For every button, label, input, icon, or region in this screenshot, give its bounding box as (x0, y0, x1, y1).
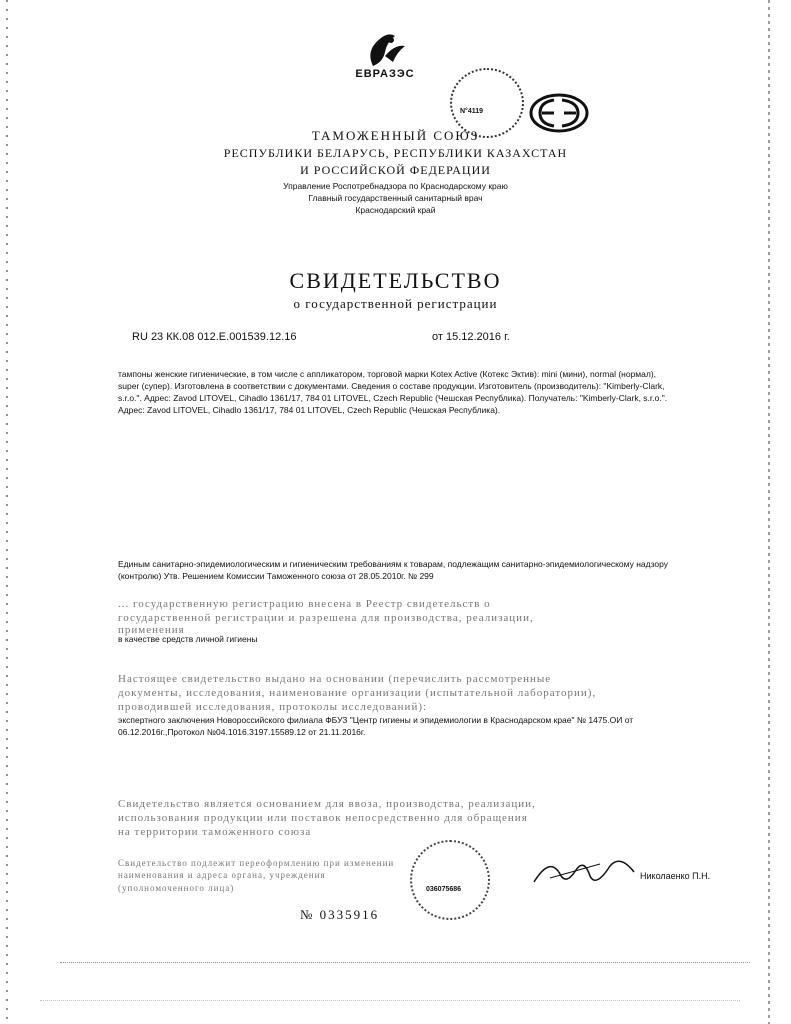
stamp-bottom-number: 036075686 (426, 886, 462, 893)
signature-icon (530, 852, 640, 892)
header-line-russia: И РОССИЙСКОЙ ФЕДЕРАЦИИ (300, 163, 491, 177)
scan-line-bottom (60, 962, 750, 964)
eurasec-emblem-icon (345, 28, 425, 70)
document-subtitle: о государственной регистрации (293, 296, 498, 311)
product-description: тампоны женские гигиенические, в том числе с аппликатором, торговой марки Kotex Active (Котекс Эктив): mini (мини), normal (нормал), super (супер). Изготовлена в соответствии с документами. Сведения о составе продукции. Изготовитель (производитель): "Kimberly-Clark, s.r.o.". Адрес: Zavod LITOVEL, Cihadlo 1361/17, 784 01 LITOVEL, Czech Republic (Чешская Республика). Получатель: "Kimberly-Clark, s.r.o.". Адрес: Zavod LITOVEL, Cihadlo 1361/17, 784 01 LITOVEL, Czech Republic (Чешская Республика). (118, 369, 668, 415)
faded-line-8: использования продукции или поставок непосредственно для обращения (118, 812, 528, 824)
logo-label: ЕВРАЗЭС (355, 68, 415, 80)
header-line-region: Краснодарский край (355, 205, 436, 215)
stamp-bottom (410, 840, 490, 920)
faded-line-12: (уполномоченного лица) (118, 883, 235, 893)
header-line-republics: РЕСПУБЛИКИ БЕЛАРУСЬ, РЕСПУБЛИКИ КАЗАХСТАН (223, 146, 568, 160)
eurasec-logo (345, 28, 425, 83)
signer-name: Николаенко П.Н. (640, 871, 711, 881)
faded-line-3: применения (118, 624, 185, 636)
faded-line-2: государственной регистрации и разрешена для производства, реализации, (118, 612, 534, 624)
requirements-text: Единым санитарно-эпидемиологическим и гигиеническим требованиям к товарам, подлежащим санитарно-эпидемиологическому надзору (контролю) Утв. Решением Комиссии Таможенного союза от 28.05.2010г. № 299 (118, 559, 669, 581)
faded-line-4: Настоящее свидетельство выдано на основании (перечислить рассмотренные (118, 673, 552, 685)
usage-text: в качестве средств личной гигиены (118, 634, 258, 644)
stamp-top-number: N°4119 (460, 108, 484, 115)
serial-number: № 0335916 (300, 907, 380, 922)
faded-line-6: проводившей исследования, протоколы исследований): (118, 701, 428, 713)
faded-line-1: ... государственную регистрацию внесена в Реестр свидетельств о (118, 598, 491, 610)
faded-line-7: Свидетельство является основанием для ввоза, производства, реализации, (118, 798, 536, 810)
header-line-doctor: Главный государственный санитарный врач (308, 193, 483, 203)
faded-line-10: Свидетельство подлежит переоформлению при изменении (118, 858, 395, 868)
header-line-customs-union: ТАМОЖЕННЫЙ СОЮЗ (311, 128, 480, 143)
faded-line-5: документы, исследования, наименование организации (испытательной лаборатории), (118, 687, 597, 699)
scan-line-bottom-2 (40, 1000, 740, 1002)
basis-text: экспертного заключения Новороссийского филиала ФБУЗ "Центр гигиены и эпидемиологии в Краснодарском крае" № 1475.ОИ от 06.12.2016г.,Протокол №04.1016.3197.15589.12 от 21.11.2016г. (118, 715, 634, 737)
faded-line-11: наименования и адреса органа, учреждения (118, 870, 326, 880)
faded-line-9: на территории таможенного союза (118, 826, 312, 838)
header-line-authority: Управление Роспотребнадзора по Краснодарскому краю (283, 181, 508, 191)
document-title: СВИДЕТЕЛЬСТВО (289, 268, 502, 293)
registration-date: от 15.12.2016 г. (432, 331, 510, 343)
registration-number: RU 23 КК.08 012.Е.001539.12.16 (132, 331, 297, 343)
